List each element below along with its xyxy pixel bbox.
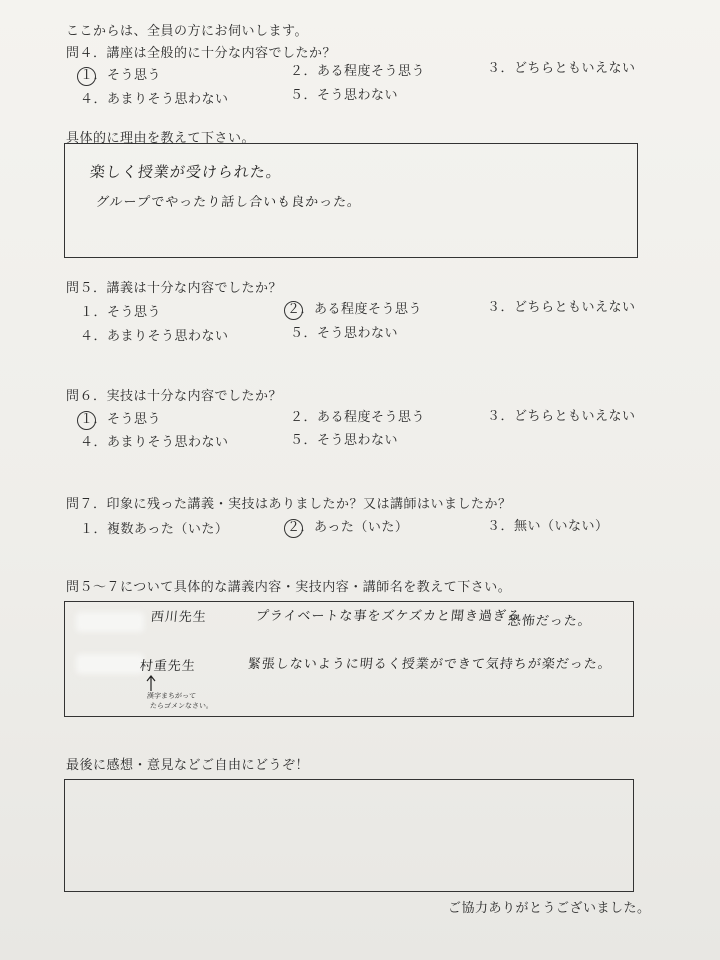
comment-1-end: 恐怖だった。 [507,614,593,629]
redacted-name-2 [76,654,144,674]
q4-option-3[interactable]: ３．どちらともいえない [487,61,636,76]
reason-label: 具体的に理由を教えて下さい。 [66,131,256,146]
final-box[interactable] [64,779,634,892]
q6-option-1[interactable]: １．そう思う [80,412,162,427]
redacted-name-1 [76,612,144,632]
q4-option-4[interactable]: ４．あまりそう思わない [80,92,229,107]
q5-question: 問５．講義は十分な内容でしたか？ [66,281,283,296]
q6-option-3[interactable]: ３．どちらともいえない [487,409,636,424]
q5-option-4[interactable]: ４．あまりそう思わない [80,329,229,344]
q6-question: 問６．実技は十分な内容でしたか？ [66,389,283,404]
note-line-2: たらゴメンなさい。 [149,702,214,710]
q4-option-5[interactable]: ５．そう思わない [290,88,399,103]
comment-2: 緊張しないように明るく授業ができて気持ちが楽だった。 [247,657,613,672]
teacher-name-2: 村重先生 [139,659,197,674]
q5-option-2[interactable]: ２．ある程度そう思う [287,302,423,317]
q5-option-3[interactable]: ３．どちらともいえない [487,300,636,315]
q6-option-5[interactable]: ５．そう思わない [290,433,399,448]
final-label: 最後に感想・意見などご自由にどうぞ！ [66,758,310,773]
q7-question: 問７．印象に残った講義・実技はありましたか？又は講師はいましたか？ [66,497,512,512]
reason-handwriting-2: グループでやったり話し合いも良かった。 [95,195,362,210]
q4-option-2[interactable]: ２．ある程度そう思う [290,64,426,79]
details-label: 問５～７について具体的な講義内容・実技内容・講師名を教えて下さい。 [66,580,512,595]
q6-option-2[interactable]: ２．ある程度そう思う [290,410,426,425]
q7-option-2[interactable]: ２．あった（いた） [287,520,409,535]
q5-option-5[interactable]: ５．そう思わない [290,326,399,341]
thanks-text: ご協力ありがとうございました。 [448,901,651,916]
q7-option-3[interactable]: ３．無い（いない） [487,519,609,534]
arrow-icon [144,674,158,692]
comment-1: プライベートな事をズケズカと聞き過ぎる [255,609,522,624]
q4-question: 問４．講座は全般的に十分な内容でしたか？ [66,46,337,61]
teacher-name-1: 西川先生 [150,610,208,625]
reason-handwriting-1: 楽しく授業が受けられた。 [89,163,283,181]
q5-option-1[interactable]: １．そう思う [80,305,162,320]
q4-option-1[interactable]: １．そう思う [80,68,162,83]
intro-text: ここからは、全員の方にお伺いします。 [66,24,308,39]
q6-option-4[interactable]: ４．あまりそう思わない [80,435,229,450]
q7-option-1[interactable]: １．複数あった（いた） [80,522,229,537]
note-line-1: 漢字まちがって [146,692,197,700]
